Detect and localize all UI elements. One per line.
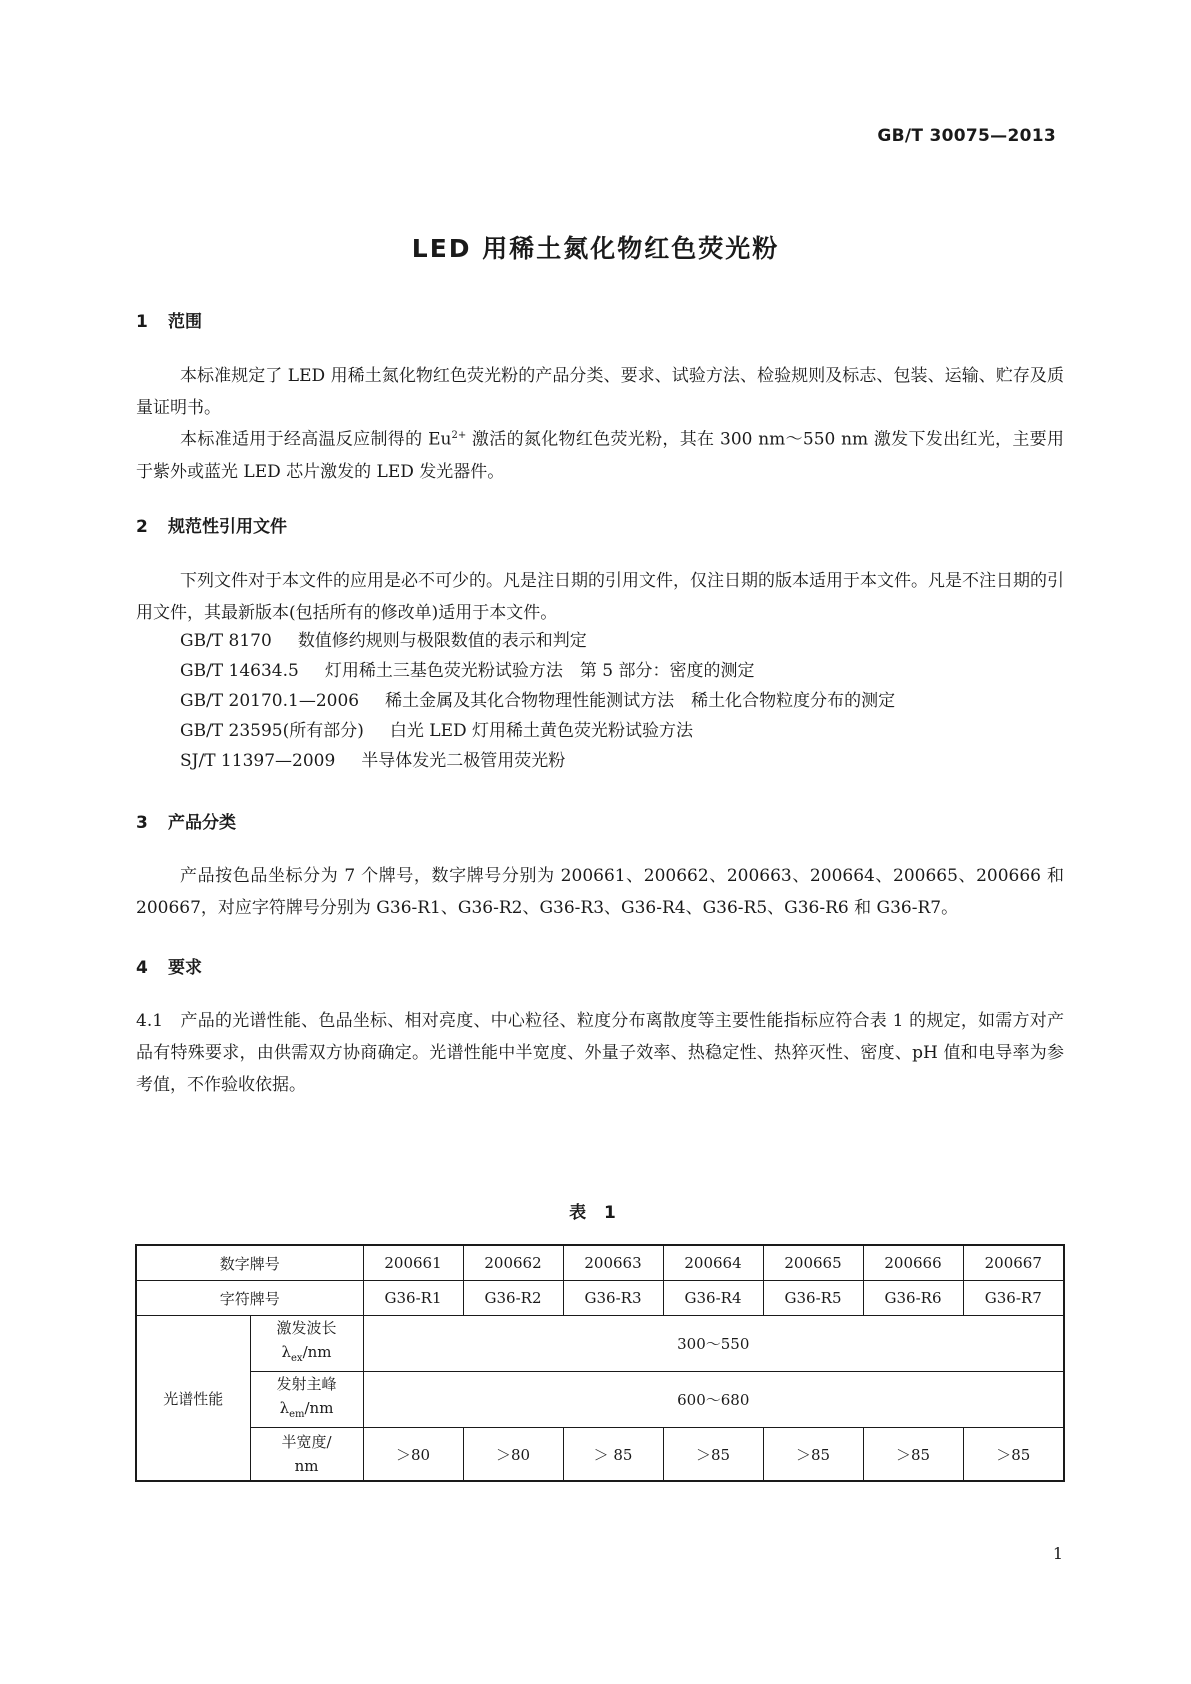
reference-code: GB/T 23595(所有部分) [180,721,364,741]
emission-lambda: λ [279,1399,290,1417]
reference-code: GB/T 14634.5 [180,661,299,681]
normative-reference-item [180,745,565,777]
table-cell-fwhm: ＞85 [963,1428,1064,1482]
table-param-fwhm [250,1428,363,1482]
table-header-symbol-grade: 字符牌号 [136,1281,363,1316]
table-row-symbol-grade [136,1281,1064,1316]
section-2-heading [136,512,287,537]
table-cell-symbol-grade: G36-R1 [363,1281,463,1316]
table-cell-fwhm: ＞85 [663,1428,763,1482]
section-1-title: 范围 [168,312,202,332]
table-cell-fwhm: ＞ 85 [563,1428,663,1482]
table-cell-numeric-grade: 200667 [963,1245,1064,1281]
table-cell-numeric-grade: 200661 [363,1245,463,1281]
table-cell-symbol-grade: G36-R7 [963,1281,1064,1316]
table-cell-fwhm: ＞80 [363,1428,463,1482]
section-4-heading [136,953,202,978]
reference-title: 半导体发光二极管用荧光粉 [361,751,566,771]
normative-reference-item [180,655,754,687]
table-cell-fwhm: ＞80 [463,1428,563,1482]
section-3-paragraph-1: 产品按色品坐标分为 7 个牌号，数字牌号分别为 200661、200662、200663、200664、200665、200666 和 200667，对应字符牌号分别为 G36-R1、G36-R2、G36-R3、G36-R4、G36-R5、G36-R6 和 G36-R7。 [136,866,1064,918]
page-number: 1 [1052,1544,1063,1563]
normative-reference-item [180,715,693,747]
emission-name: 发射主峰 [276,1375,337,1393]
section-1-heading [136,307,202,332]
section-3-title: 产品分类 [168,813,236,833]
excitation-name: 激发波长 [276,1319,337,1337]
normative-reference-item [180,625,587,657]
table-1 [135,1244,1065,1482]
table-cell-excitation-value: 300～550 [363,1316,1064,1372]
table-param-excitation [250,1316,363,1372]
section-2-title: 规范性引用文件 [168,517,287,537]
section-4-number: 4 [136,958,148,978]
table-cell-emission-value: 600～680 [363,1372,1064,1428]
section-1-paragraph-2 [136,420,1064,488]
emission-subscript: em [289,1409,305,1420]
section-2-paragraph-1: 下列文件对于本文件的应用是必不可少的。凡是注日期的引用文件，仅注日期的版本适用于本文件。凡是不注日期的引用文件，其最新版本(包括所有的修改单)适用于本文件。 [136,571,1064,623]
reference-code: GB/T 8170 [180,631,272,651]
section-1-p2-text-before: 本标准适用于经高温反应制得的 Eu [180,429,452,450]
table-cell-numeric-grade: 200662 [463,1245,563,1281]
normative-reference-item [180,685,895,717]
table-cell-symbol-grade: G36-R5 [763,1281,863,1316]
table-group-spectral-performance: 光谱性能 [136,1316,250,1482]
table-row-fwhm [136,1428,1064,1482]
reference-title: 白光 LED 灯用稀土黄色荧光粉试验方法 [389,721,694,741]
section-3-heading [136,808,236,833]
section-1-paragraph-1: 本标准规定了 LED 用稀土氮化物红色荧光粉的产品分类、要求、试验方法、检验规则及标志、包装、运输、贮存及质量证明书。 [136,366,1064,418]
table-row-emission [136,1372,1064,1428]
reference-title: 灯用稀土三基色荧光粉试验方法 第 5 部分：密度的测定 [324,661,755,681]
table-row-numeric-grade [136,1245,1064,1281]
emission-unit: /nm [304,1399,334,1417]
table-cell-fwhm: ＞85 [763,1428,863,1482]
reference-title: 稀土金属及其化合物物理性能测试方法 稀土化合物粒度分布的测定 [385,691,896,711]
excitation-unit: /nm [302,1343,332,1361]
table-cell-numeric-grade: 200663 [563,1245,663,1281]
table-cell-numeric-grade: 200666 [863,1245,963,1281]
document-title: LED 用稀土氮化物红色荧光粉 [411,234,780,263]
excitation-lambda: λ [281,1343,291,1361]
section-1-p2-text-after: 激活的氮化物红色荧光粉，其在 300 nm～550 nm 激发下发出红光，主要用于紫外或蓝光 LED 芯片激发的 LED 发光器件。 [136,429,1064,482]
table-cell-symbol-grade: G36-R6 [863,1281,963,1316]
fwhm-name: 半宽度/ [281,1433,332,1451]
excitation-subscript: ex [291,1353,303,1364]
table-cell-numeric-grade: 200664 [663,1245,763,1281]
table-param-emission [250,1372,363,1428]
table-cell-fwhm: ＞85 [863,1428,963,1482]
section-4-title: 要求 [168,958,202,978]
fwhm-unit: nm [294,1457,319,1475]
section-1-number: 1 [136,312,148,332]
table-header-numeric-grade: 数字牌号 [136,1245,363,1281]
excitation-symbol [251,1340,363,1371]
standard-number: GB/T 30075—2013 [877,126,1056,146]
table-cell-symbol-grade: G36-R4 [663,1281,763,1316]
emission-symbol [251,1396,363,1427]
reference-title: 数值修约规则与极限数值的表示和判定 [297,631,587,651]
section-3-number: 3 [136,813,148,833]
reference-code: GB/T 20170.1—2006 [180,691,360,711]
clause-4-1-paragraph: 4.1 产品的光谱性能、色品坐标、相对亮度、中心粒径、粒度分布离散度等主要性能指标应符合表 1 的规定，如需方对产品有特殊要求，由供需双方协商确定。光谱性能中半宽度、外量子效率、热稳定性、热猝灭性、密度、pH 值和电导率为参考值，不作验收依据。 [136,1011,1064,1095]
table-cell-symbol-grade: G36-R2 [463,1281,563,1316]
table-1-caption: 表 1 [569,1203,622,1223]
table-row-excitation [136,1316,1064,1372]
section-1-p2-superscript: 2+ [451,430,467,441]
section-2-number: 2 [136,517,148,537]
table-cell-symbol-grade: G36-R3 [563,1281,663,1316]
table-cell-numeric-grade: 200665 [763,1245,863,1281]
reference-code: SJ/T 11397—2009 [180,751,336,771]
